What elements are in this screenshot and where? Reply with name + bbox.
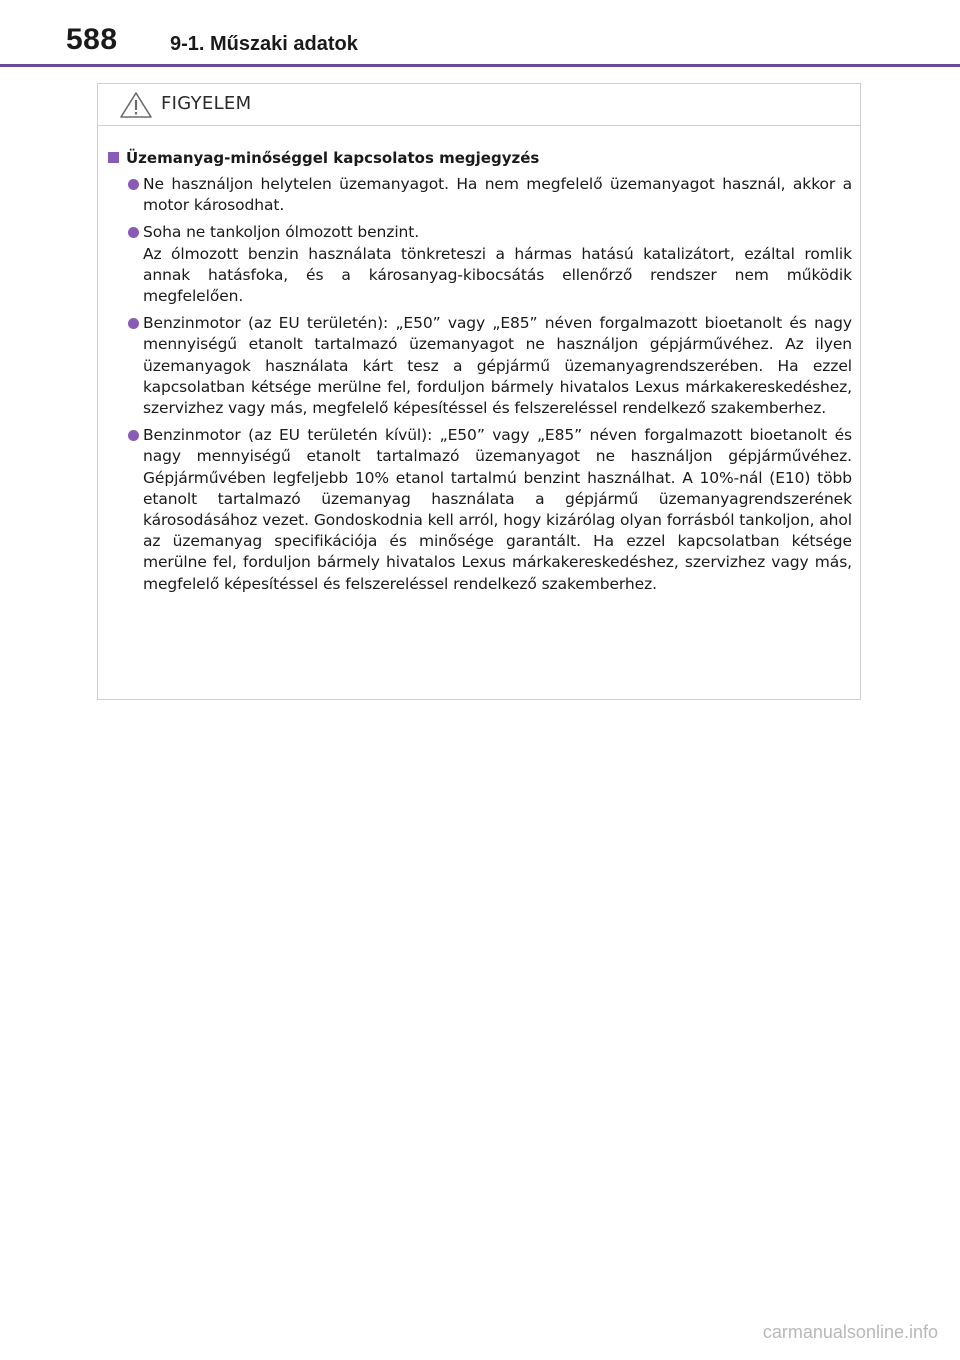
page-number: 588 (66, 23, 118, 56)
list-item-text: Benzinmotor (az EU területén): „E50” vagy „E85” néven forgalmazott bioetanolt és nagy mennyiségű etanolt tartalmazó üzemanyagot ne használjon gépjárművéhez. Az ilyen üzemanyagok használata kárt tesz a gépjármű üzemanyagrendszerében. Ha ezzel kapcsolatban kétsége merülne fel, forduljon bármely hivatalos Lexus márkakereskedéshez, szervizhez vagy más, megfelelő képesítéssel és felszereléssel rendelkező szakemberhez. (143, 314, 852, 418)
warning-body (98, 126, 860, 595)
list-item (108, 222, 852, 307)
list-item-text: Ne használjon helytelen üzemanyagot. Ha nem megfelelő üzemanyagot használ, akkor a motor károsodhat. (143, 175, 852, 215)
warning-box (97, 83, 861, 700)
bullet-dot-icon (128, 318, 139, 329)
bullet-dot-icon (128, 227, 139, 238)
warning-title: FIGYELEM (161, 93, 252, 114)
list-item-text: Az ólmozott benzin használata tönkreteszi a hármas hatású katalizátort, ezáltal romlik annak hatásfoka, és a károsanyag-kibocsátás ellenőrző rendszer nem működik megfelelően. (143, 244, 852, 306)
list-item (108, 425, 852, 595)
list-item-text: Benzinmotor (az EU területén kívül): „E50” vagy „E85” néven forgalmazott bioetanolt és nagy mennyiségű etanolt tartalmazó üzemanyagot ne használjon gépjárművéhez. Gépjárművében legfeljebb 10% etanol tartalmú benzint használhat. A 10%-nál (E10) több etanolt tartalmazó üzemanyag használata a gépjármű üzemanyagrendszerének károsodásához vezet. Gondoskodnia kell arról, hogy kizárólag olyan forrásból tankoljon, ahol az üzemanyag specifikációja és minősége garantált. Ha ezzel kapcsolatban kétsége merülne fel, forduljon bármely hivatalos Lexus márkakereskedéshez, szervizhez vagy más, megfelelő képesítéssel és felszereléssel rendelkező szakemberhez. (143, 426, 852, 593)
square-bullet-icon (108, 152, 119, 163)
bullet-dot-icon (128, 179, 139, 190)
header-rule (0, 64, 960, 67)
watermark: carmanualsonline.info (762, 1322, 938, 1342)
subsection-heading-text: Üzemanyag-minőséggel kapcsolatos megjegyzés (126, 149, 540, 167)
list-item-text: Soha ne tankoljon ólmozott benzint. (143, 223, 420, 242)
subsection-heading (108, 146, 852, 170)
warning-triangle-icon (119, 91, 153, 119)
bullet-dot-icon (128, 430, 139, 441)
section-title: 9-1. Műszaki adatok (170, 33, 358, 55)
list-item (108, 313, 852, 419)
warning-header (98, 84, 860, 126)
page-header (0, 0, 960, 66)
list-item (108, 174, 852, 216)
